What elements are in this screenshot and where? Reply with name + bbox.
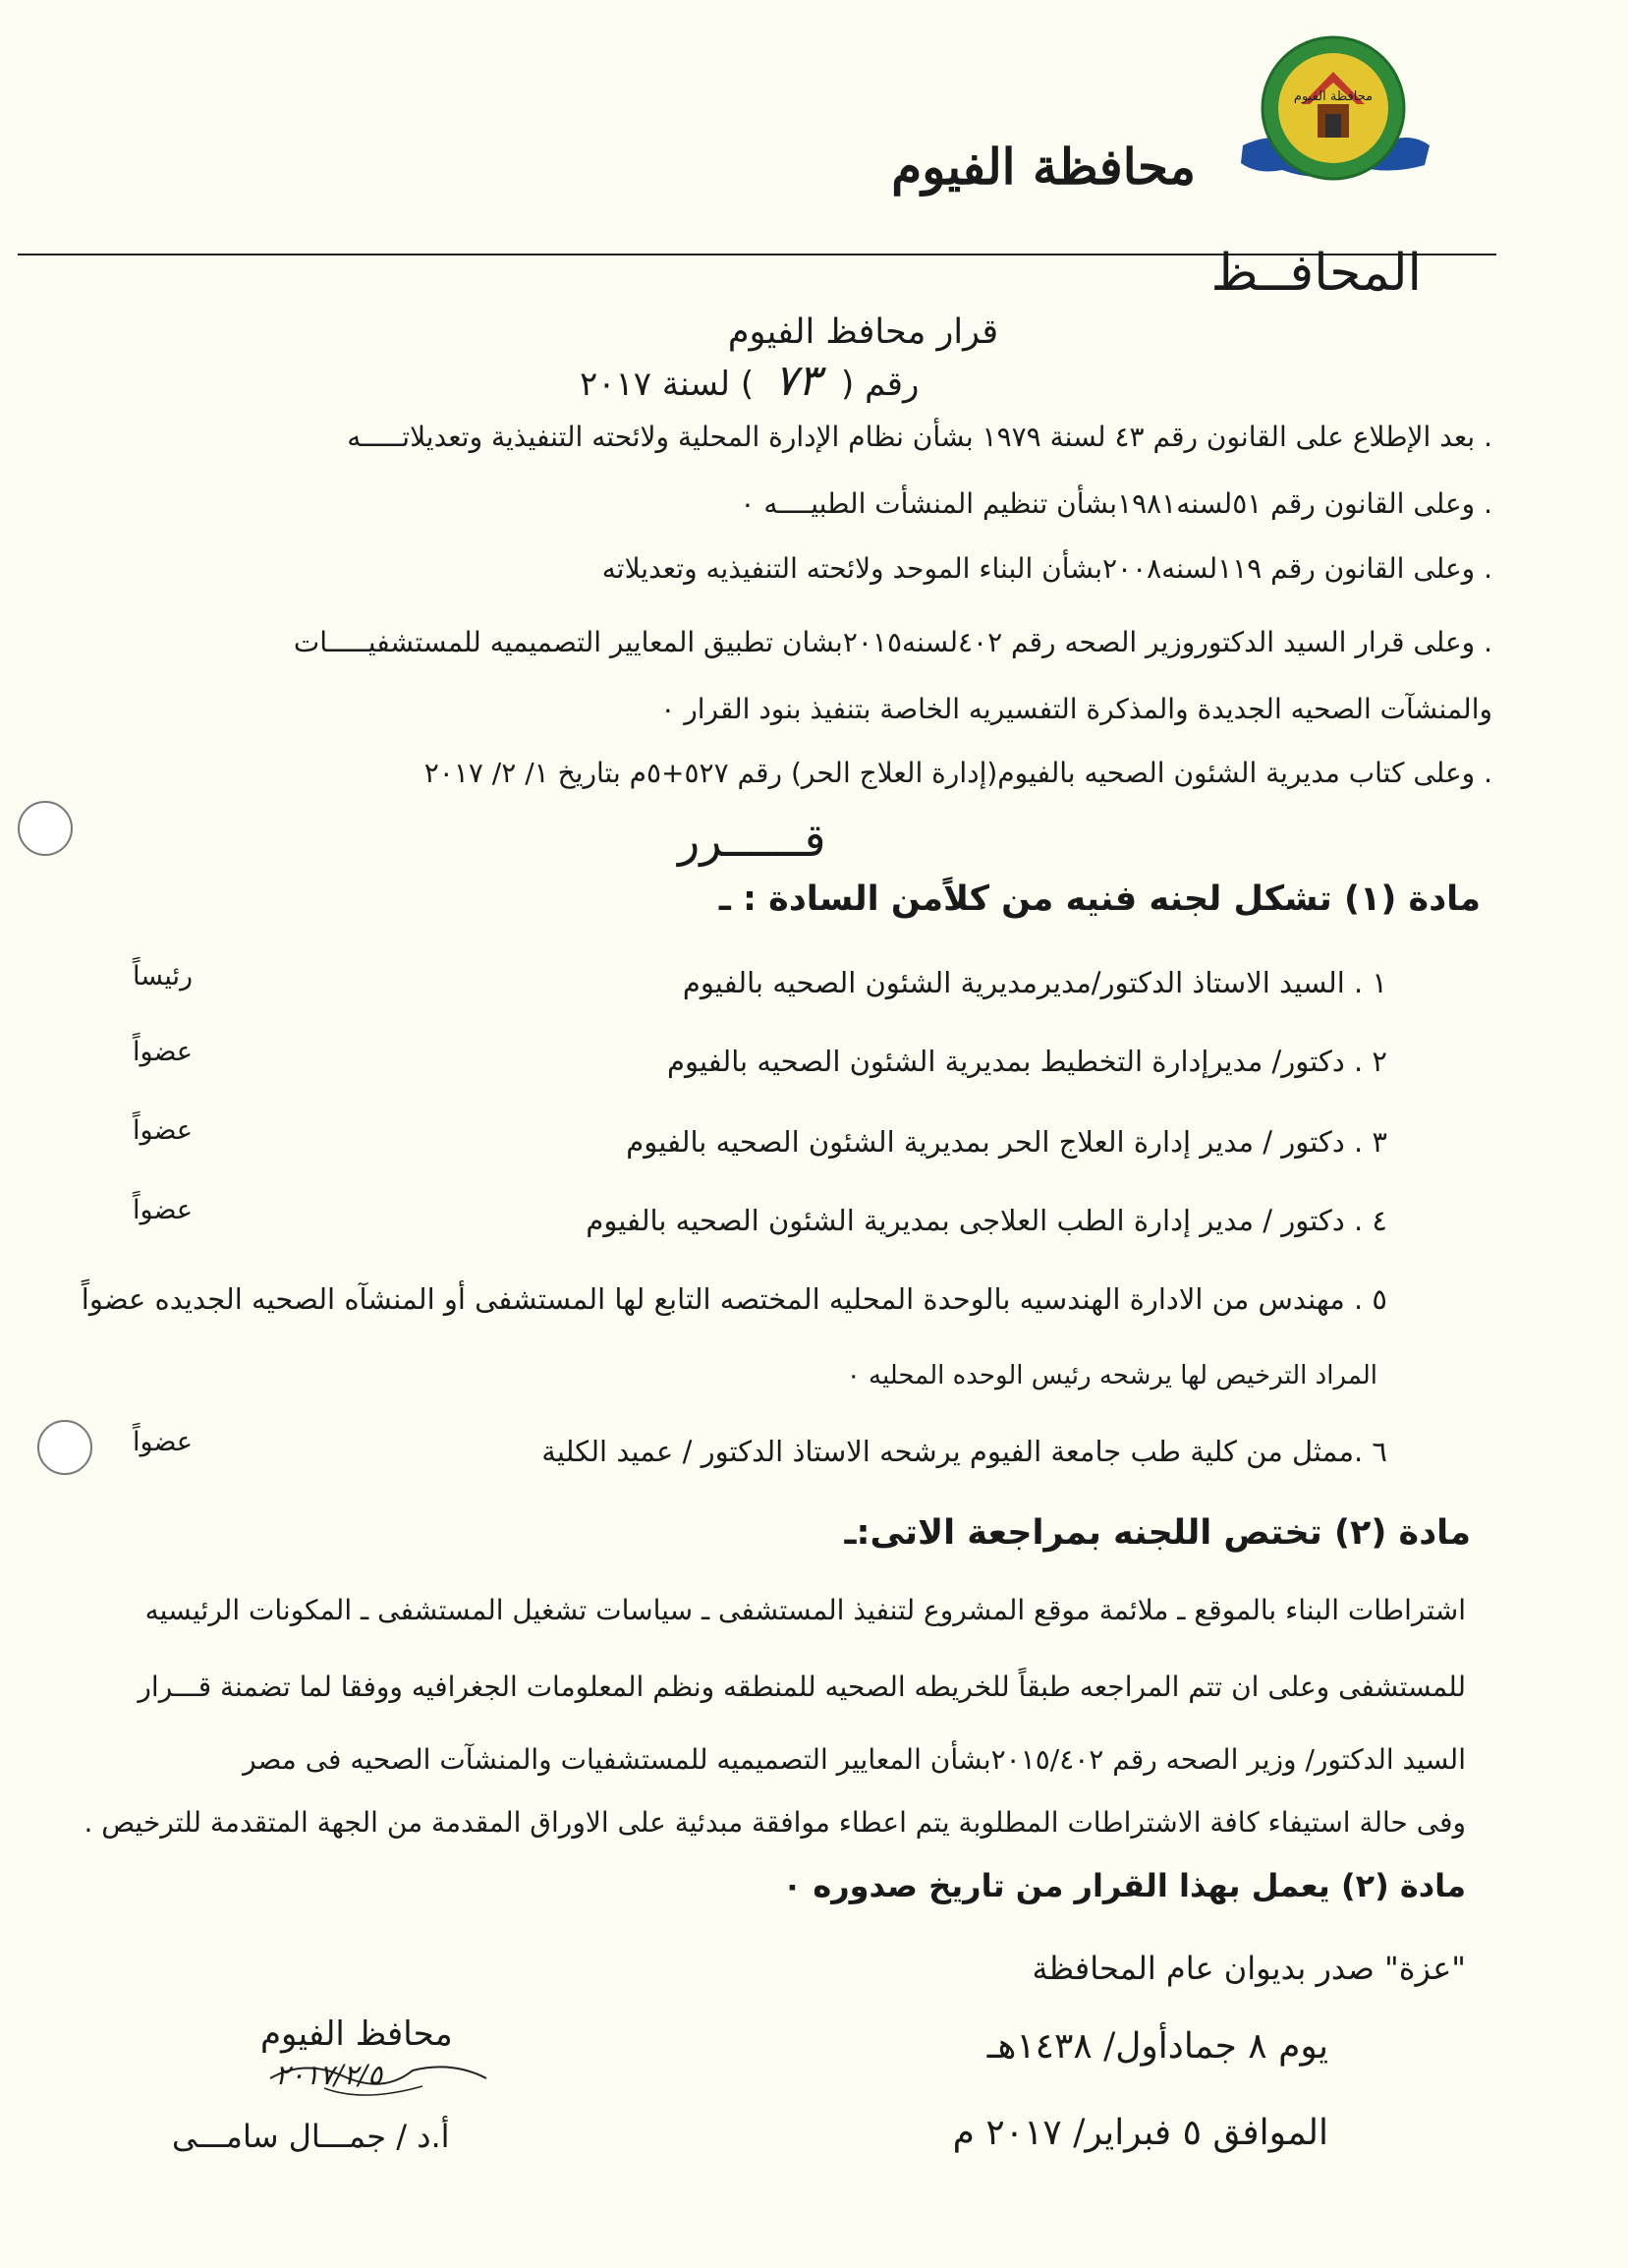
preamble-line: . وعلى القانون رقم ١١٩لسنه٢٠٠٨بشأن البناء الموحد ولائحته التنفيذيه وتعديلاته <box>601 552 1492 585</box>
member-role: عضواً <box>133 1427 193 1457</box>
committee-member: ٦ .ممثل من كلية طب جامعة الفيوم يرشحه الاستاذ الدكتور / عميد الكلية <box>541 1435 1387 1468</box>
committee-member: ١ . السيد الاستاذ الدكتور/مديرمديرية الشئون الصحيه بالفيوم <box>682 966 1387 999</box>
decision-number-prefix: رقم ( <box>841 365 920 404</box>
decision-number-value: ٧٣ <box>773 356 821 406</box>
preamble-line: . وعلى قرار السيد الدكتوروزير الصحه رقم ٤٠٢لسنه٢٠١٥بشان تطبيق المعايير التصميميه للمستشفيـــــات <box>293 626 1492 658</box>
article-2-line: وفى حالة استيفاء كافة الاشتراطات المطلوبة يتم اعطاء موافقة مبدئية على الاوراق المقدمة من الجهة المتقدمة للترخيص . <box>84 1806 1466 1839</box>
punch-hole <box>37 1420 92 1475</box>
member-role: رئيساً <box>133 961 194 992</box>
logo-text: محافظة الفيوم <box>1293 89 1374 104</box>
governorate-logo <box>1233 28 1434 214</box>
article-2-heading: مادة (٢) تختص اللجنه بمراجعة الاتى:ـ <box>844 1513 1471 1553</box>
hijri-date: يوم ٨ جمادأول/ ١٤٣٨هـ <box>986 2026 1328 2067</box>
preamble-line: والمنشآت الصحيه الجديدة والمذكرة التفسيريه الخاصة بتنفيذ بنود القرار ٠ <box>660 693 1492 725</box>
committee-member-continuation: المراد الترخيص لها يرشحه رئيس الوحده المحليه ٠ <box>846 1361 1377 1390</box>
committee-member: ٤ . دكتور / مدير إدارة الطب العلاجى بمديرية الشئون الصحيه بالفيوم <box>586 1204 1387 1237</box>
member-role: عضواً <box>133 1195 193 1225</box>
role-title: المحافــظ <box>1210 244 1422 303</box>
committee-member: ٣ . دكتور / مدير إدارة العلاج الحر بمديرية الشئون الصحيه بالفيوم <box>626 1125 1387 1159</box>
committee-member: ٢ . دكتور/ مديرإدارة التخطيط بمديرية الشئون الصحيه بالفيوم <box>667 1045 1387 1078</box>
signatory-name: أ.د / جمـــال سامـــى <box>172 2118 450 2155</box>
signature-date: ٢٠١٧/٢/٥ <box>275 2059 383 2091</box>
decision-number <box>580 356 919 406</box>
gregorian-date: الموافق ٥ فبراير/ ٢٠١٧ م <box>952 2113 1328 2153</box>
punch-hole <box>18 801 73 856</box>
preamble-line: . وعلى كتاب مديرية الشئون الصحيه بالفيوم(إدارة العلاج الحر) رقم ٥٢٧+٥م بتاريخ ١/ ٢/ ٢٠١٧ <box>423 757 1492 789</box>
article-2-line: اشتراطات البناء بالموقع ـ ملائمة موقع المشروع لتنفيذ المستشفى ـ سياسات تشغيل المستشفى ـ المكونات الرئيسيه <box>144 1594 1466 1626</box>
committee-member: ٥ . مهندس من الادارة الهندسيه بالوحدة المحليه المختصه التابع لها المستشفى أو المنشآه الصحيه الجديده عضواً <box>81 1282 1387 1316</box>
article-2-line: للمستشفى وعلى ان تتم المراجعه طبقاً للخريطه الصحيه للمنطقه ونظم المعلومات الجغرافيه ووفقا لما تضمنة قـــرار <box>138 1671 1466 1703</box>
preamble-line: . بعد الإطلاع على القانون رقم ٤٣ لسنة ١٩٧٩ بشأن نظام الإدارة المحلية ولائحته التنفيذية وتعديلاتـــــه <box>347 421 1492 453</box>
decision-number-suffix: ) لسنة ٢٠١٧ <box>580 365 755 404</box>
member-role: عضواً <box>133 1115 193 1146</box>
article-1-heading: مادة (١) تشكل لجنه فنيه من كلاًمن السادة : ـ <box>718 879 1481 919</box>
qarar-heading: قــــــرر <box>678 814 826 867</box>
signatory-title: محافظ الفيوم <box>260 2014 453 2054</box>
preamble-line: . وعلى القانون رقم ٥١لسنه١٩٨١بشأن تنظيم المنشأت الطبيــــه ٠ <box>740 487 1492 520</box>
governorate-name: محافظة الفيوم <box>891 138 1196 196</box>
member-role: عضواً <box>133 1037 193 1067</box>
article-2-line: السيد الدكتور/ وزير الصحه رقم ٢٠١٥/٤٠٢بشأن المعايير التصميميه للمستشفيات والمنشآت الصحيه فى مصر <box>243 1743 1466 1776</box>
issued-at: "عزة" صدر بديوان عام المحافظة <box>1032 1950 1466 1987</box>
article-3-text: مادة (٢) يعمل بهذا القرار من تاريخ صدوره ٠ <box>782 1867 1466 1904</box>
decision-title: قرار محافظ الفيوم <box>727 312 999 352</box>
